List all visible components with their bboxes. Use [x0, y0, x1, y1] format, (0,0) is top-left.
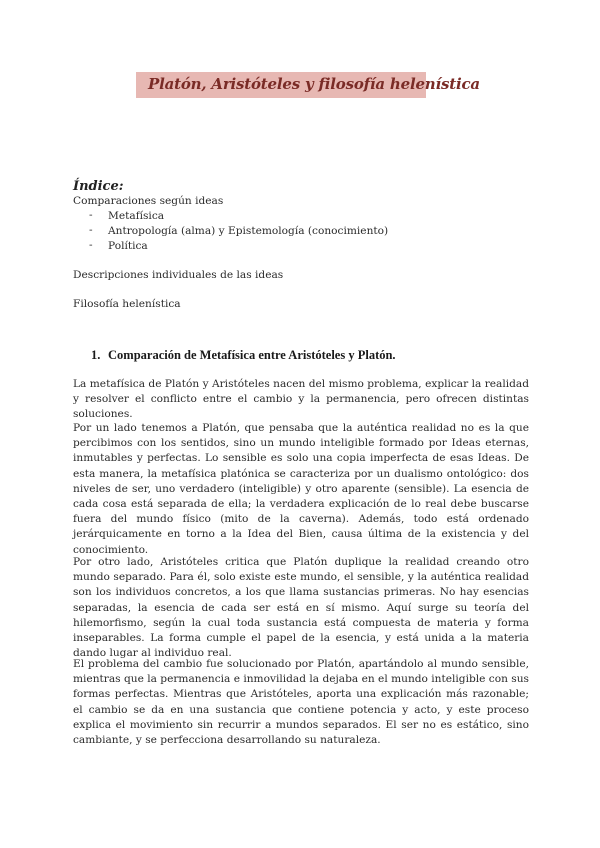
index-sub-item: Política — [108, 240, 148, 252]
document-title: Platón, Aristóteles y filosofía helenística — [148, 75, 480, 93]
index-sub-item: Antropología (alma) y Epistemología (conocimiento) — [108, 225, 389, 237]
section-number: 1. — [91, 348, 101, 362]
section-heading — [91, 348, 396, 363]
paragraph: El problema del cambio fue solucionado por Platón, apartándolo al mundo sensible, mientras que la permanencia e inmovilidad la dejaba en el mundo inteligible con sus formas perfectas. Mientras que Aristóteles, aporta una explicación más razonable; el cambio se da en una sustancia que contiene potencia y acto, y este proceso explica el movimiento sin recurrir a mundos separados. El ser no es estático, sino cambiante, y se perfecciona desarrollando su naturaleza. — [73, 658, 529, 747]
index-group-label: Comparaciones según ideas — [73, 195, 224, 207]
index-heading: Índice: — [73, 179, 124, 194]
index-hellenistic-label: Filosofía helenística — [73, 298, 181, 310]
bullet-dash: - — [89, 224, 93, 236]
bullet-dash: - — [89, 209, 93, 221]
paragraph: Por otro lado, Aristóteles critica que Platón duplique la realidad creando otro mundo separado. Para él, solo existe este mundo, el sensible, y la auténtica realidad son los individuos concretos, a los que llama sustancias primeras. No hay esencias separadas, la esencia de cada ser está en sí mismo. Aquí surge su teoría del hilemorfismo, según la cual toda sustancia está compuesta de materia y forma inseparables. La forma cumple el papel de la esencia, y está unida a la materia dando lugar al individuo real. — [73, 556, 529, 660]
index-descriptions-label: Descripciones individuales de las ideas — [73, 269, 284, 281]
index-sub-item: Metafísica — [108, 210, 165, 222]
bullet-dash: - — [89, 239, 93, 251]
paragraph: La metafísica de Platón y Aristóteles nacen del mismo problema, explicar la realidad y resolver el conflicto entre el cambio y la permanencia, pero ofrecen distintas soluciones. — [73, 378, 529, 421]
paragraph: Por un lado tenemos a Platón, que pensaba que la auténtica realidad no es la que percibimos con los sentidos, sino un mundo inteligible formado por Ideas eternas, inmutables y perfectas. Lo sensible es solo una copia imperfecta de esas Ideas. De esta manera, la metafísica platónica se caracteriza por un dualismo ontológico: dos niveles de ser, uno verdadero (inteligible) y otro aparente (sensible). La esencia de cada cosa está separada de ella; la verdadera explicación de lo real debe buscarse fuera del mundo físico (mito de la caverna). Además, todo está ordenado jerárquicamente en torno a la Idea del Bien, causa última de la existencia y del conocimiento. — [73, 422, 529, 556]
section-title: Comparación de Metafísica entre Aristóteles y Platón. — [108, 348, 396, 362]
